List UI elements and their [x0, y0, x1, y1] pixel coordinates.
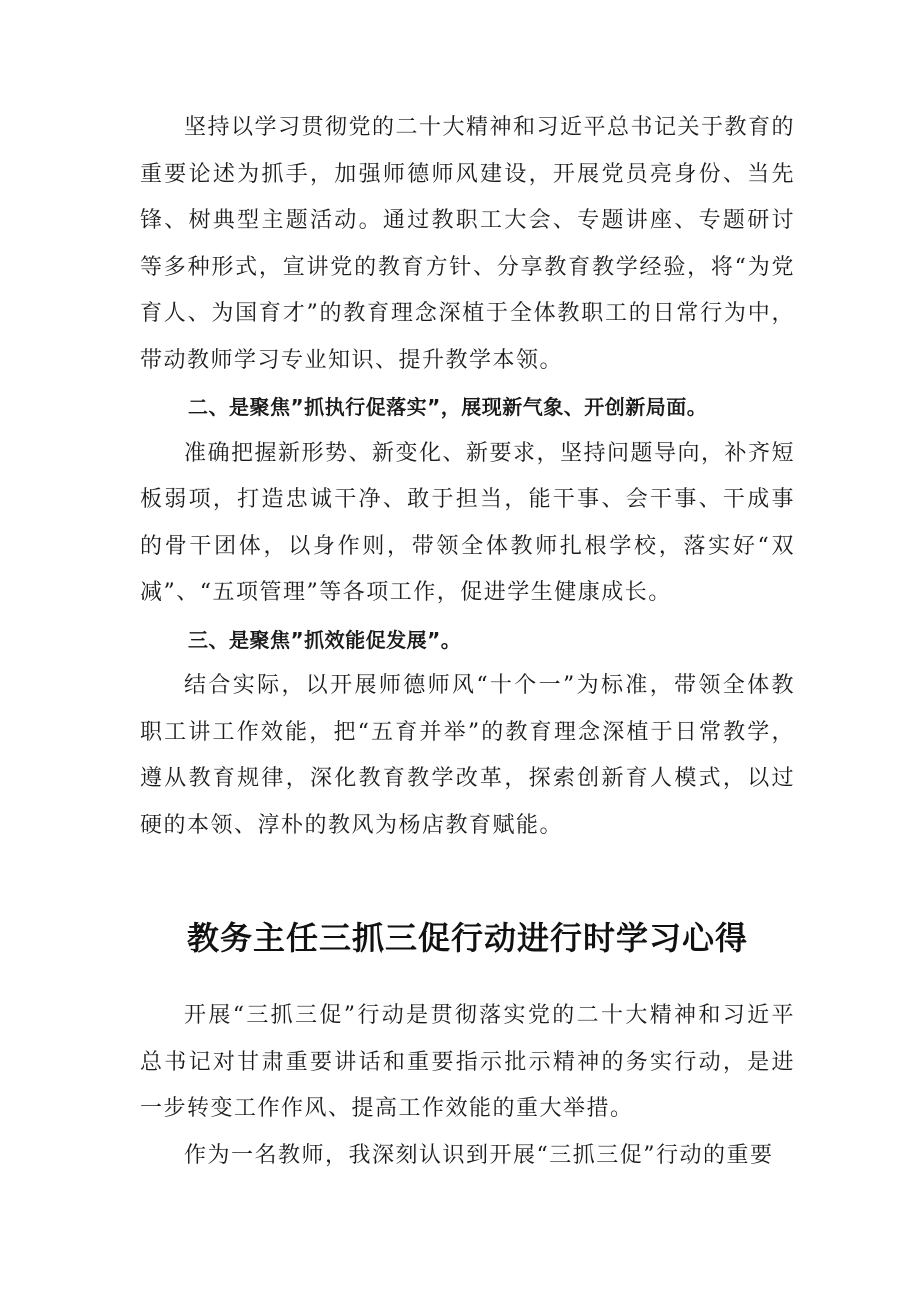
article-title: 教务主任三抓三促行动进行时学习心得: [186, 919, 748, 957]
heading-execution: 二、是聚焦”抓执行促落实”，展现新气象、开创新局面。: [188, 395, 708, 419]
article-title-container: [140, 918, 795, 958]
paragraph-new-situation: 准确把握新形势、新变化、新要求，坚持问题导向，补齐短板弱项，打造忠诚干净、敢于担当，能干事、会干事、干成事的骨干团体，以身作则，带领全体教师扎根学校，落实好“双减”、“五项管理”等各项工作，促进学生健康成长。: [140, 440, 796, 605]
document-body-section-2: [140, 993, 795, 1179]
paragraph-action-intro: 开展“三抓三促”行动是贯彻落实党的二十大精神和习近平总书记对甘肃重要讲话和重要指示批示精神的务实行动，是进一步转变工作作风、提高工作效能的重大举措。: [140, 1003, 795, 1121]
paragraph-teaching-reform: 结合实际，以开展师德师风“十个一”为标准，带领全体教职工讲工作效能，把“五育并举”的教育理念深植于日常教学，遵从教育规律，深化教育教学改革，探索创新育人模式，以过硬的本领、淳朴的教风为杨店教育赋能。: [140, 673, 795, 838]
paragraph-education-study: 坚持以学习贯彻党的二十大精神和习近平总书记关于教育的重要论述为抓手，加强师德师风建设，开展党员亮身份、当先锋、树典型主题活动。通过教职工大会、专题讲座、专题研讨等多种形式，宣讲党的教育方针、分享教育教学经验，将“为党育人、为国育才”的教育理念深植于全体教职工的日常行为中，带动教师学习专业知识、提升教学本领。: [140, 115, 796, 373]
heading-efficiency: 三、是聚焦”抓效能促发展”。: [188, 627, 462, 652]
paragraph-teacher-reflection: 作为一名教师，我深刻认识到开展“三抓三促”行动的重要: [184, 1142, 774, 1168]
document-body-section-1: [140, 105, 795, 849]
